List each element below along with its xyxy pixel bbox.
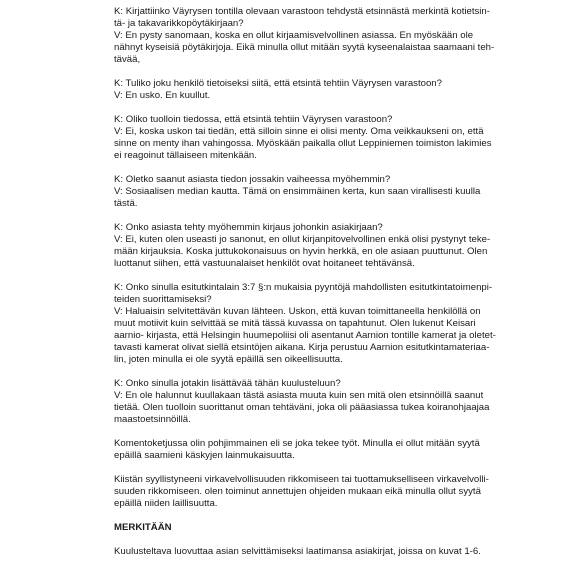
text-line: tietää. Olen tuolloin suorittanut oman tehtäväni, joka oli pääasiassa tukea koiranohjaajaa xyxy=(114,402,490,413)
footer-paragraph xyxy=(114,546,534,558)
text-line: tavasti kamerat olivat siellä etsintöjen aikana. Kirja perustuu Aarnion esitutkintamateriaa- xyxy=(114,342,490,353)
text-line: V: En usko. En kuullut. xyxy=(114,90,211,101)
text-line: K: Onko sinulla jotakin lisättävää tähän kuulusteluun? xyxy=(114,378,341,389)
text-line: sinne on menty ihan vahingossa. Myöskään paikalla ollut Leppiniemen toimiston lakimies xyxy=(114,138,492,149)
statement-paragraph-1 xyxy=(114,438,534,462)
section-heading-block xyxy=(114,522,534,534)
document-text xyxy=(114,6,534,570)
text-line: muut motiivit kuin selvittää se mitä tässä kuvassa on tapahtunut. Olen lukenut Keisari xyxy=(114,318,476,329)
text-line: tävää, xyxy=(114,54,141,65)
text-line: V: Ei, koska uskon tai tiedän, että silloin sinne ei olisi menty. Oma veikkaukseni on, että xyxy=(114,126,484,137)
text-line: aarnio- kirjasta, että Helsingin huumepoliisi oli asentanut Aarnion tontille kamerat ja oletet- xyxy=(114,330,496,341)
text-line: ei reagoinut tällaiseen mitenkään. xyxy=(114,150,257,161)
text-line: Kuulusteltava luovuttaa asian selvittämiseksi laatimansa asiakirjat, joissa on kuvat 1-6. xyxy=(114,546,481,557)
text-line: tästä. xyxy=(114,198,138,209)
text-line: epäillä niiden laillisuutta. xyxy=(114,498,218,509)
text-line: V: Haluaisin selvitettävän kuvan lähteen. Uskon, että kuvan toimittaneella henkilöllä on xyxy=(114,306,481,317)
text-line: teiden suorittamiseksi? xyxy=(114,294,212,305)
text-line: K: Onko asiasta tehty myöhemmin kirjaus johonkin asiakirjaan? xyxy=(114,222,383,233)
text-line: epäillä saamieni käskyjen lainmukaisuutta. xyxy=(114,450,295,461)
text-line: V: Sosiaalisen median kautta. Tämä on ensimmäinen kerta, kun saan virallisesti kuulla xyxy=(114,186,481,197)
text-line: V: En pysty sanomaan, koska en ollut kirjaamisvelvollinen asiassa. En myöskään ole xyxy=(114,30,474,41)
text-line: maastoetsinnöillä. xyxy=(114,414,191,425)
text-line: K: Oletko saanut asiasta tiedon jossakin vaiheessa myöhemmin? xyxy=(114,174,391,185)
qa-block-7 xyxy=(114,378,534,426)
section-heading: MERKITÄÄN xyxy=(114,522,172,533)
qa-block-6 xyxy=(114,282,534,366)
text-line: K: Kirjattiinko Väyrysen tontilla olevaan varastoon tehdystä etsinnästä merkintä kotietsin- xyxy=(114,6,490,17)
text-line: suuden rikkomiseen. olen toiminut annettujen ohjeiden mukaan eikä minulla ollut syytä xyxy=(114,486,481,497)
qa-block-1 xyxy=(114,6,534,66)
text-line: K: Oliko tuolloin tiedossa, että etsintä tehtiin Väyrysen varastoon? xyxy=(114,114,393,125)
text-line: K: Tuliko joku henkilö tietoiseksi siitä, että etsintä tehtiin Väyrysen varastoon? xyxy=(114,78,442,89)
statement-paragraph-2 xyxy=(114,474,534,510)
text-line: tä- ja takavarikkopöytäkirjaan? xyxy=(114,18,244,29)
qa-block-2 xyxy=(114,78,534,102)
text-line: nähnyt kyseisiä pöytäkirjoja. Eikä minulla ollut mitään syytä kyseenalaistaa saamaani teh- xyxy=(114,42,495,53)
qa-block-5 xyxy=(114,222,534,270)
qa-block-4 xyxy=(114,174,534,210)
text-line: Kiistän syyllistyneeni virkavelvollisuuden rikkomiseen tai tuottamukselliseen virkavelvolli- xyxy=(114,474,489,485)
text-line: Komentoketjussa olin pohjimmainen eli se joka tekee työt. Minulla ei ollut mitään syytä xyxy=(114,438,480,449)
qa-block-3 xyxy=(114,114,534,162)
text-line: K: Onko sinulla esitutkintalain 3:7 §:n mukaisia pyyntöjä mahdollisten esitutkintatoimenpi- xyxy=(114,282,493,293)
text-line: mään kirjauksia. Koska juttukokonaisuus on hyvin herkkä, en ole asiaan puuttunut. Olen xyxy=(114,246,488,257)
text-line: luottanut siihen, että vastuunalaiset henkilöt ovat hoitaneet tehtävänsä. xyxy=(114,258,415,269)
text-line: V: Ei, kuten olen useasti jo sanonut, en ollut kirjanpitovelvollinen enkä olisi pystynyt teke- xyxy=(114,234,491,245)
text-line: lin, joten minulla ei ole syytä epäillä sen oikeellisuutta. xyxy=(114,354,343,365)
text-line: V: En ole halunnut kuullakaan tästä asiasta muuta kuin sen mitä olen etsinnöillä saanut xyxy=(114,390,484,401)
